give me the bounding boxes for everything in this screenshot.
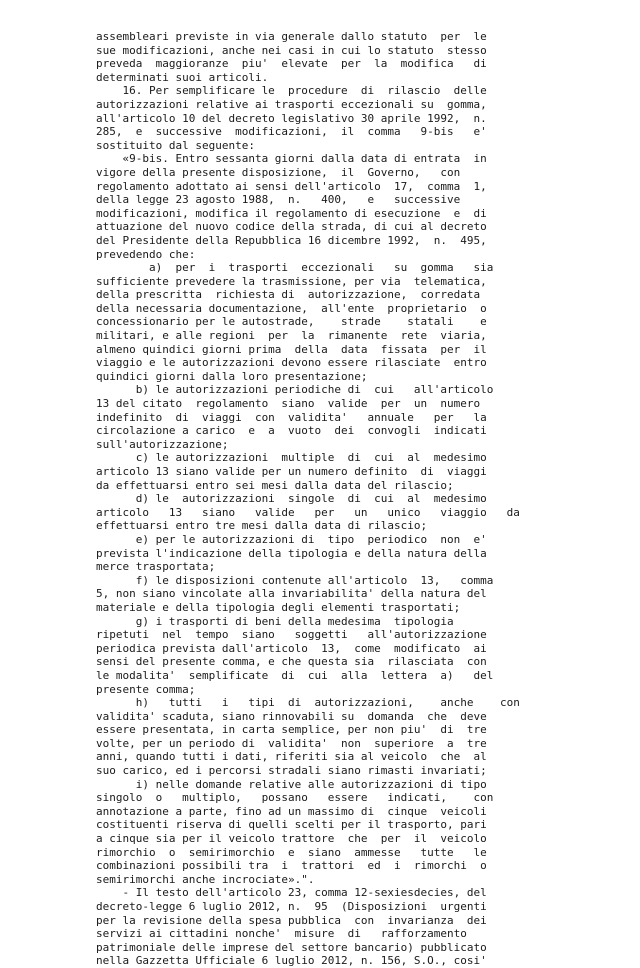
text-line: della prescritta richiesta di autorizzazione, corredata (96, 288, 481, 302)
text-line: quindici giorni dalla loro presentazione; (96, 369, 368, 383)
text-line: periodica prevista dall'articolo 13, come modificato ai (96, 641, 487, 655)
paragraph-p-dl (96, 886, 540, 968)
paragraph-p-d (96, 492, 540, 533)
paragraph-p-f (96, 574, 540, 615)
text-line: determinati suoi articoli. (96, 70, 269, 84)
text-line: modificazioni, modifica il regolamento di esecuzione e di (96, 206, 487, 220)
text-line: della legge 23 agosto 1988, n. 400, e successive (96, 193, 461, 207)
paragraph-p-9bis (96, 152, 540, 261)
text-line: d) le autorizzazioni singole di cui al medesimo (96, 492, 487, 506)
text-line: semirimorchi anche incrociate».". (96, 872, 315, 886)
text-line: almeno quindici giorni prima della data fissata per il (96, 342, 487, 356)
text-line: b) le autorizzazioni periodiche di cui all'articolo (96, 383, 494, 397)
text-line: nella Gazzetta Ufficiale 6 luglio 2012, n. 156, S.O., cosi' (96, 954, 487, 968)
paragraph-p-e (96, 533, 540, 574)
text-line: assembleari previste in via generale dallo statuto per le (96, 30, 487, 43)
document-page (96, 30, 540, 968)
paragraph-p-c (96, 451, 540, 492)
text-line: anni, quando tutti i dati, riferiti sia al veicolo che al (96, 750, 487, 764)
text-line: prevedendo che: (96, 247, 196, 261)
text-line: g) i trasporti di beni della medesima tipologia (96, 614, 454, 628)
text-line: singolo o multiplo, possano essere indicati, con (96, 791, 494, 805)
text-line: combinazioni possibili tra i trattori ed i rimorchi o (96, 859, 487, 873)
text-line: per la revisione della spesa pubblica con invarianza dei (96, 913, 487, 927)
text-line: all'articolo 10 del decreto legislativo 30 aprile 1992, n. (96, 111, 487, 125)
text-line: autorizzazioni relative ai trasporti eccezionali su gomma, (96, 97, 487, 111)
text-line: - Il testo dell'articolo 23, comma 12-sexiesdecies, del (96, 886, 487, 900)
text-line: sull'autorizzazione; (96, 437, 229, 451)
text-line: suo carico, ed i percorsi stradali siano rimasti invariati; (96, 764, 487, 778)
text-line: 5, non siano vincolate alla invariabilita' della natura del (96, 587, 487, 601)
text-line: materiale e della tipologia degli elementi trasportati; (96, 600, 461, 614)
text-line: da effettuarsi entro sei mesi dalla data del rilascio; (96, 478, 454, 492)
text-line: articolo 13 siano valide per un unico viaggio da (96, 505, 520, 519)
text-line: costituenti riserva di quelli scelti per il trasporto, pari (96, 818, 487, 832)
text-line: sufficiente prevedere la trasmissione, per via telematica, (96, 274, 487, 288)
text-line: indefinito di viaggi con validita' annuale per la (96, 410, 487, 424)
text-line: della necessaria documentazione, all'ente proprietario o (96, 301, 487, 315)
text-line: le modalita' semplificate di cui alla lettera a) del (96, 668, 494, 682)
text-line: a cinque sia per il veicolo trattore che per il veicolo (96, 832, 487, 846)
text-line: 16. Per semplificare le procedure di rilascio delle (96, 84, 487, 98)
text-line: militari, e alle regioni per la rimanente rete viaria, (96, 329, 487, 343)
text-line: presente comma; (96, 682, 196, 696)
text-line: validita' scaduta, siano rinnovabili su domanda che deve (96, 709, 487, 723)
paragraph-p-16 (96, 84, 540, 152)
text-line: annotazione a parte, fino ad un massimo di cinque veicoli (96, 804, 487, 818)
text-line: vigore della presente disposizione, il Governo, con (96, 165, 461, 179)
text-line: sostituito dal seguente: (96, 138, 255, 152)
text-line: i) nelle domande relative alle autorizzazioni di tipo (96, 777, 487, 791)
text-line: viaggio e le autorizzazioni devono essere rilasciate entro (96, 356, 487, 370)
text-line: essere presentata, in carta semplice, per non piu' di tre (96, 723, 487, 737)
text-line: circolazione a carico e a vuoto dei convogli indicati (96, 424, 487, 438)
text-line: attuazione del nuovo codice della strada, di cui al decreto (96, 220, 487, 234)
text-line: effettuarsi entro tre mesi dalla data di rilascio; (96, 519, 428, 533)
text-line: ripetuti nel tempo siano soggetti all'autorizzazione (96, 628, 487, 642)
text-line: prevista l'indicazione della tipologia e della natura della (96, 546, 487, 560)
paragraph-p-a (96, 261, 540, 383)
paragraph-p-h (96, 696, 540, 778)
text-line: del Presidente della Repubblica 16 dicembre 1992, n. 495, (96, 233, 487, 247)
text-line: h) tutti i tipi di autorizzazioni, anche con (96, 696, 520, 710)
text-line: sensi del presente comma, e che questa sia rilasciata con (96, 655, 487, 669)
text-line: patrimoniale delle imprese del settore bancario) pubblicato (96, 940, 487, 954)
text-line: c) le autorizzazioni multiple di cui al medesimo (96, 451, 487, 465)
text-line: volte, per un periodo di validita' non superiore a tre (96, 736, 487, 750)
text-line: articolo 13 siano valide per un numero definito di viaggi (96, 465, 487, 478)
text-line: servizi ai cittadini nonche' misure di rafforzamento (96, 927, 467, 941)
paragraph-p-g (96, 615, 540, 697)
text-line: «9-bis. Entro sessanta giorni dalla data di entrata in (96, 152, 487, 166)
text-line: rimorchio o semirimorchio e siano ammesse tutte le (96, 845, 487, 859)
text-line: 285, e successive modificazioni, il comma 9-bis e' (96, 125, 487, 139)
paragraph-p-cont (96, 30, 540, 84)
paragraph-p-i (96, 778, 540, 887)
text-line: e) per le autorizzazioni di tipo periodico non e' (96, 532, 487, 546)
text-line: a) per i trasporti eccezionali su gomma sia (96, 261, 494, 275)
paragraph-p-b (96, 383, 540, 451)
text-line: merce trasportata; (96, 560, 216, 574)
text-line: preveda maggioranze piu' elevate per la modifica di (96, 57, 487, 71)
text-line: decreto-legge 6 luglio 2012, n. 95 (Disposizioni urgenti (96, 900, 487, 913)
text-line: sue modificazioni, anche nei casi in cui lo statuto stesso (96, 43, 487, 57)
text-line: regolamento adottato ai sensi dell'articolo 17, comma 1, (96, 179, 487, 193)
text-line: concessionario per le autostrade, strade statali e (96, 315, 487, 329)
text-line: 13 del citato regolamento siano valide per un numero (96, 397, 481, 411)
text-line: f) le disposizioni contenute all'articolo 13, comma (96, 573, 494, 587)
